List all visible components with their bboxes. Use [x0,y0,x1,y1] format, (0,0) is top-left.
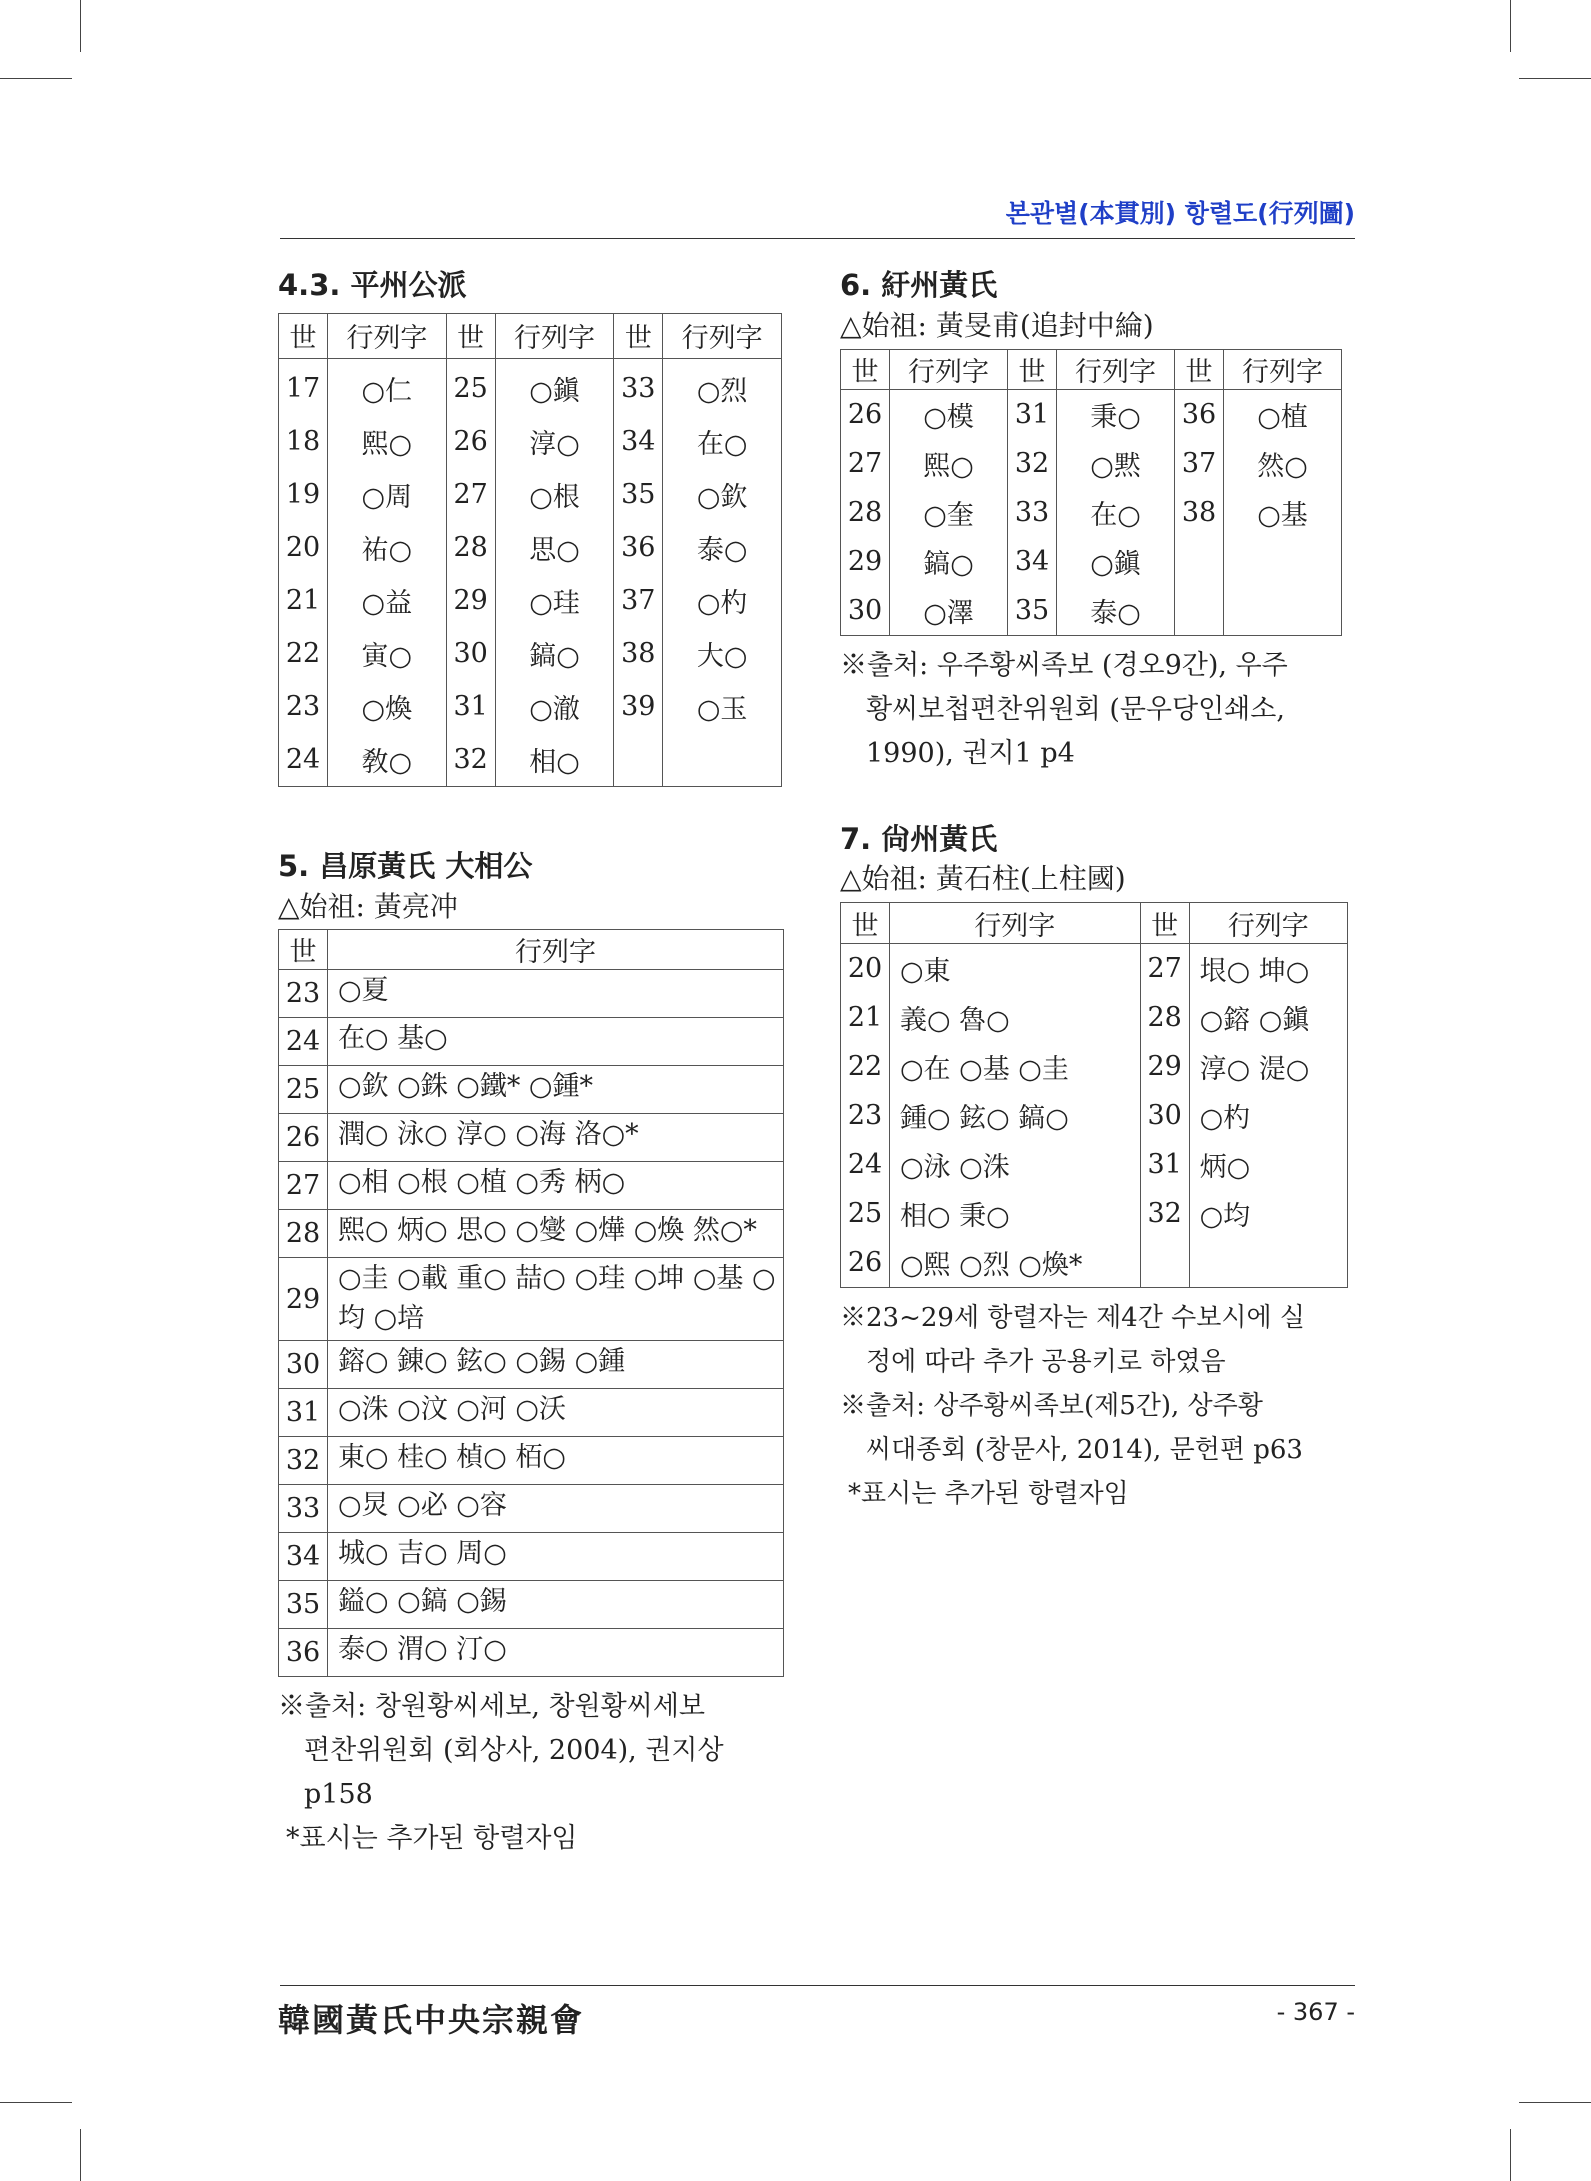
table-row [279,1581,784,1629]
generation-cell: 30 [841,586,890,636]
crop-mark [80,2129,81,2181]
generation-cell: 18 [279,415,328,468]
source-line: 황씨보첩편찬위원회 (문우당인쇄소, [866,693,1285,725]
characters-cell: 祐○ [328,521,447,574]
characters-cell: ○植 [1224,389,1342,439]
characters-cell: ○圭 ○載 重○ 喆○ ○珪 ○坤 ○基 ○均 ○培 [328,1258,784,1341]
generation-cell: 34 [614,415,663,468]
col-header-chars: 行列字 [663,313,782,358]
col-header-gen: 世 [1175,349,1224,389]
characters-cell: 在○ 基○ [328,1018,784,1066]
col-header-gen: 世 [446,313,495,358]
generation-cell: 25 [841,1189,890,1238]
characters-cell: 在○ [1057,488,1175,537]
table-row [279,1066,784,1114]
col-header-chars: 行列字 [328,930,784,970]
characters-cell: ○鎭 [495,358,614,415]
characters-cell: ○在 ○基 ○圭 [890,1042,1141,1091]
generation-cell: 20 [841,944,890,994]
table-pyeongju [278,313,782,787]
generation-cell: 25 [446,358,495,415]
generation-cell: 34 [279,1533,328,1581]
table-row [279,680,782,733]
characters-cell: ○東 [890,944,1141,994]
table-row [841,993,1348,1042]
note-line: ※23~29세 항렬자는 제4간 수보시에 실 [840,1303,1305,1334]
table-changwon [278,929,784,1677]
characters-cell: 熙○ [328,415,447,468]
characters-cell: 相○ [495,733,614,787]
generation-cell: 25 [279,1066,328,1114]
characters-cell: 熙○ [890,439,1008,488]
table-row [841,1140,1348,1189]
table-row [841,1091,1348,1140]
col-header-gen: 世 [279,930,328,970]
table-row [279,1437,784,1485]
characters-cell: ○黙 [1057,439,1175,488]
generation-cell: 22 [279,627,328,680]
crop-mark [1519,2102,1591,2103]
table-row [279,468,782,521]
characters-cell: ○周 [328,468,447,521]
generation-cell: 17 [279,358,328,415]
table-row [279,521,782,574]
footer-rule [280,1985,1355,1986]
table-row [279,1210,784,1258]
generation-cell: 30 [1140,1091,1189,1140]
crop-mark [1510,0,1511,52]
characters-cell: 鎔○ 錬○ 鉉○ ○錫 ○鍾 [328,1341,784,1389]
generation-cell: 29 [1140,1042,1189,1091]
generation-cell: 38 [614,627,663,680]
generation-cell: 31 [1140,1140,1189,1189]
generation-cell [614,733,663,787]
generation-cell: 26 [446,415,495,468]
table-row [841,537,1342,586]
characters-cell: 泰○ [1057,586,1175,636]
characters-cell: 鎰○ ○鎬 ○錫 [328,1581,784,1629]
left-column [278,268,786,1861]
table-row [279,733,782,787]
source-line: ※출처: 상주황씨족보(제5간), 상주황 [840,1391,1263,1422]
table-row [841,586,1342,636]
characters-cell: 思○ [495,521,614,574]
generation-cell: 23 [841,1091,890,1140]
characters-cell: ○洙 ○汶 ○河 ○沃 [328,1389,784,1437]
generation-cell [1140,1238,1189,1288]
characters-cell: 秉○ [1057,389,1175,439]
crop-mark [0,2102,72,2103]
generation-cell: 35 [1008,586,1057,636]
table-header-row [841,903,1348,944]
col-header-gen: 世 [841,349,890,389]
characters-cell: 泰○ 渭○ 汀○ [328,1629,784,1677]
characters-cell: ○玉 [663,680,782,733]
table-row [279,1389,784,1437]
generation-cell: 39 [614,680,663,733]
col-header-chars: 行列字 [890,903,1141,944]
generation-cell: 36 [614,521,663,574]
generation-cell: 24 [841,1140,890,1189]
table-row [279,1258,784,1341]
characters-cell: ○夏 [328,970,784,1018]
table-row [279,1485,784,1533]
table-row [279,415,782,468]
table-row [841,439,1342,488]
generation-cell: 31 [1008,389,1057,439]
characters-cell: 潤○ 泳○ 淳○ ○海 洛○* [328,1114,784,1162]
founder-line: △始祖: 黃旻甫(追封中綸) [840,308,1154,342]
characters-cell: 泰○ [663,521,782,574]
generation-cell: 30 [279,1341,328,1389]
source-note [278,1685,786,1861]
table-row [841,1042,1348,1091]
generation-cell: 27 [1140,944,1189,994]
table-row [841,389,1342,439]
generation-cell: 34 [1008,537,1057,586]
generation-cell: 31 [279,1389,328,1437]
col-header-gen: 世 [841,903,890,944]
characters-cell [1224,586,1342,636]
running-header [280,194,1355,239]
generation-cell: 35 [279,1581,328,1629]
founder-line: △始祖: 黃石柱(上柱國) [840,862,1126,896]
generation-cell: 30 [446,627,495,680]
col-header-chars: 行列字 [495,313,614,358]
generation-cell: 29 [446,574,495,627]
crop-mark [80,0,81,52]
generation-cell: 38 [1175,488,1224,537]
table-row [279,1018,784,1066]
characters-cell: ○熙 ○烈 ○煥* [890,1238,1141,1288]
table-uju [840,349,1342,636]
generation-cell: 23 [279,970,328,1018]
source-line: 편찬위원회 (회상사, 2004), 권지상 [304,1735,724,1767]
table-row [279,1341,784,1389]
crop-mark [1519,78,1591,79]
generation-cell: 29 [279,1258,328,1341]
characters-cell: 義○ 魯○ [890,993,1141,1042]
generation-cell: 27 [446,468,495,521]
characters-cell: ○仁 [328,358,447,415]
characters-cell: ○相 ○根 ○植 ○秀 柄○ [328,1162,784,1210]
table-sangju [840,902,1348,1288]
characters-cell: ○炅 ○必 ○容 [328,1485,784,1533]
characters-cell: 城○ 吉○ 周○ [328,1533,784,1581]
generation-cell: 28 [279,1210,328,1258]
source-line: p158 [304,1779,373,1811]
characters-cell: 垠○ 坤○ [1189,944,1347,994]
source-line: ※출처: 창원황씨세보, 창원황씨세보 [278,1691,705,1723]
mark-note: *표시는 추가된 항렬자임 [286,1823,578,1855]
table-row [279,1629,784,1677]
characters-cell: ○烈 [663,358,782,415]
characters-cell: ○杓 [663,574,782,627]
generation-cell: 32 [1008,439,1057,488]
characters-cell: ○模 [890,389,1008,439]
generation-cell: 28 [841,488,890,537]
generation-cell: 35 [614,468,663,521]
generation-cell: 22 [841,1042,890,1091]
generation-cell: 24 [279,1018,328,1066]
characters-cell: ○均 [1189,1189,1347,1238]
generation-cell: 33 [614,358,663,415]
characters-cell: 相○ 秉○ [890,1189,1141,1238]
generation-cell: 26 [279,1114,328,1162]
note-line: 정에 따라 추가 공용키로 하였음 [866,1347,1226,1378]
generation-cell: 33 [279,1485,328,1533]
table-row [279,1114,784,1162]
generation-cell: 32 [279,1437,328,1485]
characters-cell: 寅○ [328,627,447,680]
characters-cell [1224,537,1342,586]
section-title-6: 6. 紆州黃氏 [840,268,998,302]
characters-cell: 淳○ 湜○ [1189,1042,1347,1091]
characters-cell: ○奎 [890,488,1008,537]
characters-cell: ○基 [1224,488,1342,537]
characters-cell: ○鎔 ○鎭 [1189,993,1347,1042]
generation-cell [1175,586,1224,636]
table-row [841,1238,1348,1288]
characters-cell: ○益 [328,574,447,627]
running-title: 본관별(本貫別) 항렬도(行列圖) [1005,199,1355,228]
generation-cell: 27 [279,1162,328,1210]
col-header-chars: 行列字 [1224,349,1342,389]
generation-cell: 32 [446,733,495,787]
characters-cell: 鎬○ [890,537,1008,586]
characters-cell: ○泳 ○洙 [890,1140,1141,1189]
generation-cell: 28 [1140,993,1189,1042]
generation-cell: 37 [1175,439,1224,488]
characters-cell: 東○ 桂○ 楨○ 栢○ [328,1437,784,1485]
col-header-gen: 世 [1008,349,1057,389]
col-header-gen: 世 [279,313,328,358]
generation-cell: 36 [279,1629,328,1677]
generation-cell: 36 [1175,389,1224,439]
source-line: 씨대종회 (창문사, 2014), 문헌편 p63 [866,1435,1303,1466]
generation-cell: 24 [279,733,328,787]
col-header-chars: 行列字 [328,313,447,358]
page-number: - 367 - [1276,1998,1355,2026]
generation-cell: 31 [446,680,495,733]
characters-cell: 熙○ 炳○ 思○ ○燮 ○燁 ○煥 然○* [328,1210,784,1258]
generation-cell: 20 [279,521,328,574]
notes [840,1296,1360,1516]
characters-cell: 大○ [663,627,782,680]
characters-cell: 敎○ [328,733,447,787]
table-header-row [279,930,784,970]
col-header-chars: 行列字 [1057,349,1175,389]
characters-cell: ○煥 [328,680,447,733]
generation-cell: 37 [614,574,663,627]
generation-cell: 29 [841,537,890,586]
generation-cell: 28 [446,521,495,574]
right-column [840,268,1360,1516]
col-header-chars: 行列字 [1189,903,1347,944]
generation-cell: 33 [1008,488,1057,537]
characters-cell: ○珪 [495,574,614,627]
table-header-row [841,349,1342,389]
col-header-chars: 行列字 [890,349,1008,389]
generation-cell: 32 [1140,1189,1189,1238]
characters-cell: 炳○ [1189,1140,1347,1189]
source-line: ※출처: 우주황씨족보 (경오9간), 우주 [840,649,1288,681]
characters-cell: ○欽 ○銖 ○鐵* ○鍾* [328,1066,784,1114]
table-row [841,1189,1348,1238]
generation-cell: 23 [279,680,328,733]
table-row [279,358,782,415]
table-header-row [279,313,782,358]
characters-cell [663,733,782,787]
table-row [279,970,784,1018]
characters-cell: 在○ [663,415,782,468]
characters-cell: 淳○ [495,415,614,468]
generation-cell [1175,537,1224,586]
generation-cell: 26 [841,389,890,439]
characters-cell: 然○ [1224,439,1342,488]
characters-cell: ○澈 [495,680,614,733]
characters-cell: ○澤 [890,586,1008,636]
table-row [841,488,1342,537]
characters-cell: ○杓 [1189,1091,1347,1140]
section-title-7: 7. 尙州黃氏 [840,821,998,856]
source-note [840,644,1360,776]
section-title-5: 5. 昌原黃氏 大相公 [278,848,533,883]
characters-cell: 鍾○ 鉉○ 鎬○ [890,1091,1141,1140]
table-row [841,944,1348,994]
table-row [279,1533,784,1581]
source-line: 1990), 권지1 p4 [866,737,1075,769]
generation-cell: 19 [279,468,328,521]
characters-cell: ○鎭 [1057,537,1175,586]
table-row [279,627,782,680]
crop-mark [1510,2129,1511,2181]
mark-note: *표시는 추가된 항렬자임 [848,1479,1129,1510]
crop-mark [0,78,72,79]
characters-cell: ○欽 [663,468,782,521]
generation-cell: 26 [841,1238,890,1288]
characters-cell: ○根 [495,468,614,521]
section-title-4-3: 4.3. 平州公派 [278,268,467,302]
table-row [279,574,782,627]
characters-cell [1189,1238,1347,1288]
generation-cell: 27 [841,439,890,488]
col-header-gen: 世 [614,313,663,358]
table-row [279,1162,784,1210]
col-header-gen: 世 [1140,903,1189,944]
footer-org: 韓國黃氏中央宗親會 [278,2001,585,2039]
characters-cell: 鎬○ [495,627,614,680]
generation-cell: 21 [279,574,328,627]
generation-cell: 21 [841,993,890,1042]
founder-line: △始祖: 黃亮冲 [278,889,458,923]
